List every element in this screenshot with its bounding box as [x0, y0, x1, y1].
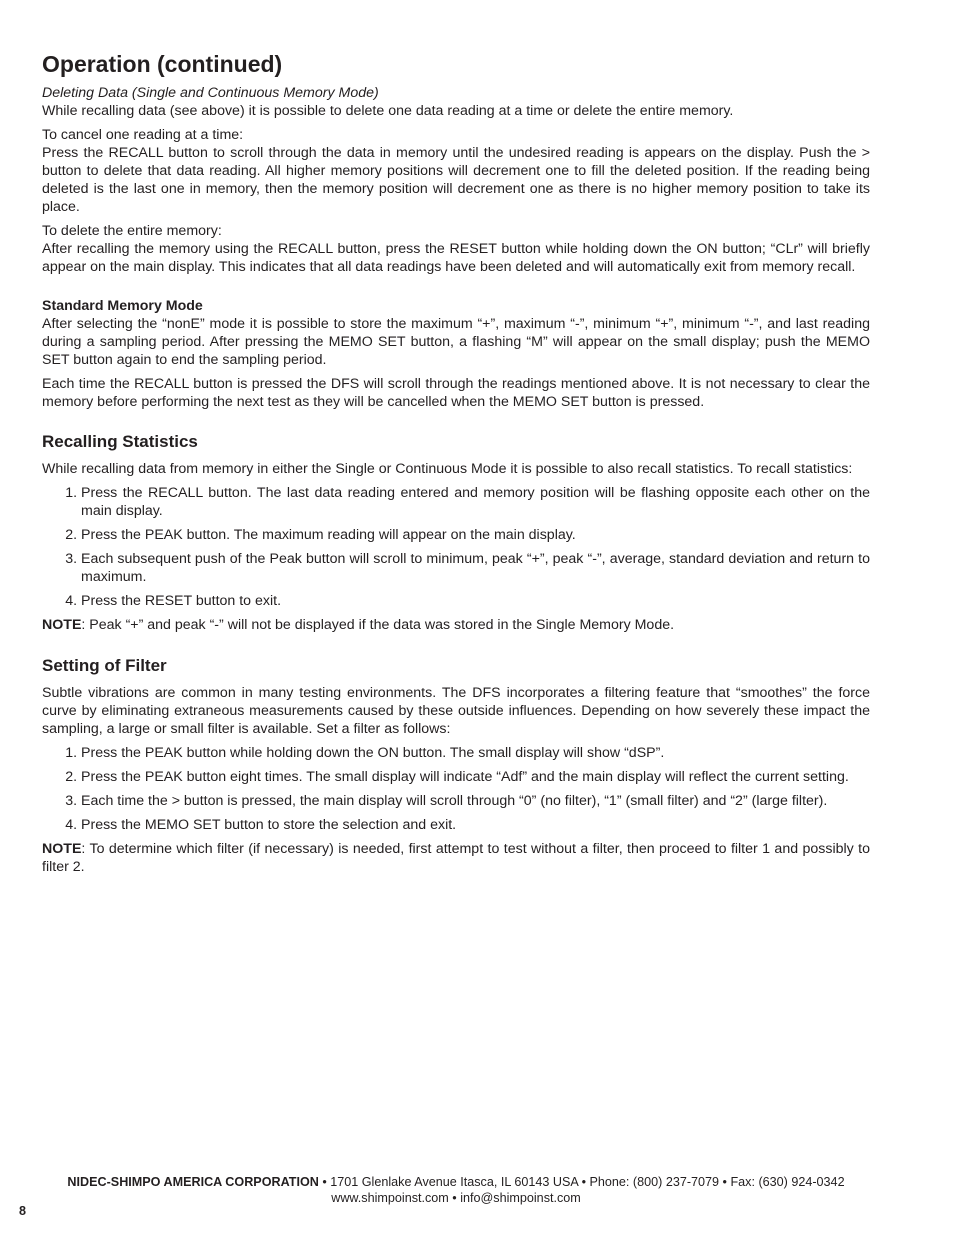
note-label: NOTE — [42, 841, 82, 857]
standard-memory-heading: Standard Memory Mode — [42, 298, 203, 314]
deleting-data-heading: Deleting Data (Single and Continuous Memory Mode) — [42, 85, 379, 101]
list-item: 4. Press the MEMO SET button to store the selection and exit. — [81, 816, 870, 834]
cancel-one-text: Press the RECALL button to scroll through the data in memory until the undesired reading is appears on the display. Push the > button to delete that data reading. All higher memory positions will decrement one to fill the deleted position. If the reading being deleted is the last one in memory, then the memory position will decrement one as there is no higher memory position to take its place. — [42, 145, 870, 215]
recalling-statistics-section — [42, 431, 870, 634]
setting-filter-heading: Setting of Filter — [42, 656, 167, 675]
setting-filter-intro: Subtle vibrations are common in many testing environments. The DFS incorporates a filtering feature that “smoothes” the force curve by eliminating extraneous measurements caused by these outside influences. Depending on how severely these impact the sampling, a large or small filter is available. Set a filter as follows: — [42, 685, 870, 737]
delete-all-label: To delete the entire memory: — [42, 223, 222, 239]
footer-web-line: www.shimpoinst.com • info@shimpoinst.com — [331, 1191, 581, 1205]
recalling-statistics-heading: Recalling Statistics — [42, 432, 198, 451]
list-item: 2. Press the PEAK button eight times. The small display will indicate “Adf” and the main display will reflect the current setting. — [81, 768, 870, 786]
cancel-one-label: To cancel one reading at a time: — [42, 127, 244, 143]
standard-memory-text-2: Each time the RECALL button is pressed the DFS will scroll through the readings mentioned above. It is not necessary to clear the memory before performing the next test as they will be cancelled when the MEMO SET button is pressed. — [42, 376, 870, 410]
list-item: 1. Press the RECALL button. The last data reading entered and memory position will be flashing opposite each other on the main display. — [81, 484, 870, 520]
company-name: NIDEC-SHIMPO AMERICA CORPORATION — [67, 1175, 319, 1189]
setting-filter-note — [42, 840, 870, 876]
list-item: 1. Press the PEAK button while holding down the ON button. The small display will show “dSP”. — [81, 744, 870, 762]
setting-filter-steps — [42, 744, 870, 834]
list-item: 3. Each subsequent push of the Peak button will scroll to minimum, peak “+”, peak “-”, average, standard deviation and return to maximum. — [81, 550, 870, 586]
note-text: : Peak “+” and peak “-” will not be displayed if the data was stored in the Single Memory Mode. — [81, 617, 675, 633]
footer-contact-line — [42, 1174, 870, 1190]
standard-memory-text-1: After selecting the “nonE” mode it is possible to store the maximum “+”, maximum “-”, minimum “+”, minimum “-”, and last reading during a sampling period. After pressing the MEMO SET button, a flashing “M” will appear on the small display; push the MEMO SET button again to end the sampling period. — [42, 316, 870, 368]
deleting-data-section — [42, 84, 870, 276]
deleting-data-intro: While recalling data (see above) it is possible to delete one data reading at a time or delete the entire memory. — [42, 103, 734, 119]
page-footer — [42, 1174, 870, 1206]
delete-all-text: After recalling the memory using the RECALL button, press the RESET button while holding down the ON button; “CLr” will briefly appear on the main display. This indicates that all data readings have been deleted and will automatically exit from memory recall. — [42, 241, 870, 275]
setting-filter-section — [42, 655, 870, 876]
list-item: 4. Press the RESET button to exit. — [81, 592, 870, 610]
page-title: Operation (continued) — [42, 51, 283, 77]
list-item: 3. Each time the > button is pressed, the main display will scroll through “0” (no filter), “1” (small filter) and “2” (large filter). — [81, 792, 870, 810]
page-number: 8 — [19, 1204, 27, 1218]
document-page — [42, 50, 870, 876]
note-text: : To determine which filter (if necessary) is needed, first attempt to test without a filter, then proceed to filter 1 and possibly to filter 2. — [42, 841, 870, 875]
list-item: 2. Press the PEAK button. The maximum reading will appear on the main display. — [81, 526, 870, 544]
recalling-statistics-note — [42, 616, 870, 634]
recalling-statistics-intro: While recalling data from memory in either the Single or Continuous Mode it is possible to also recall statistics. To recall statistics: — [42, 461, 853, 477]
company-address: • 1701 Glenlake Avenue Itasca, IL 60143 USA • Phone: (800) 237-7079 • Fax: (630) 924-0342 — [318, 1175, 845, 1189]
recalling-statistics-steps — [42, 484, 870, 610]
standard-memory-section — [42, 297, 870, 411]
note-label: NOTE — [42, 617, 82, 633]
